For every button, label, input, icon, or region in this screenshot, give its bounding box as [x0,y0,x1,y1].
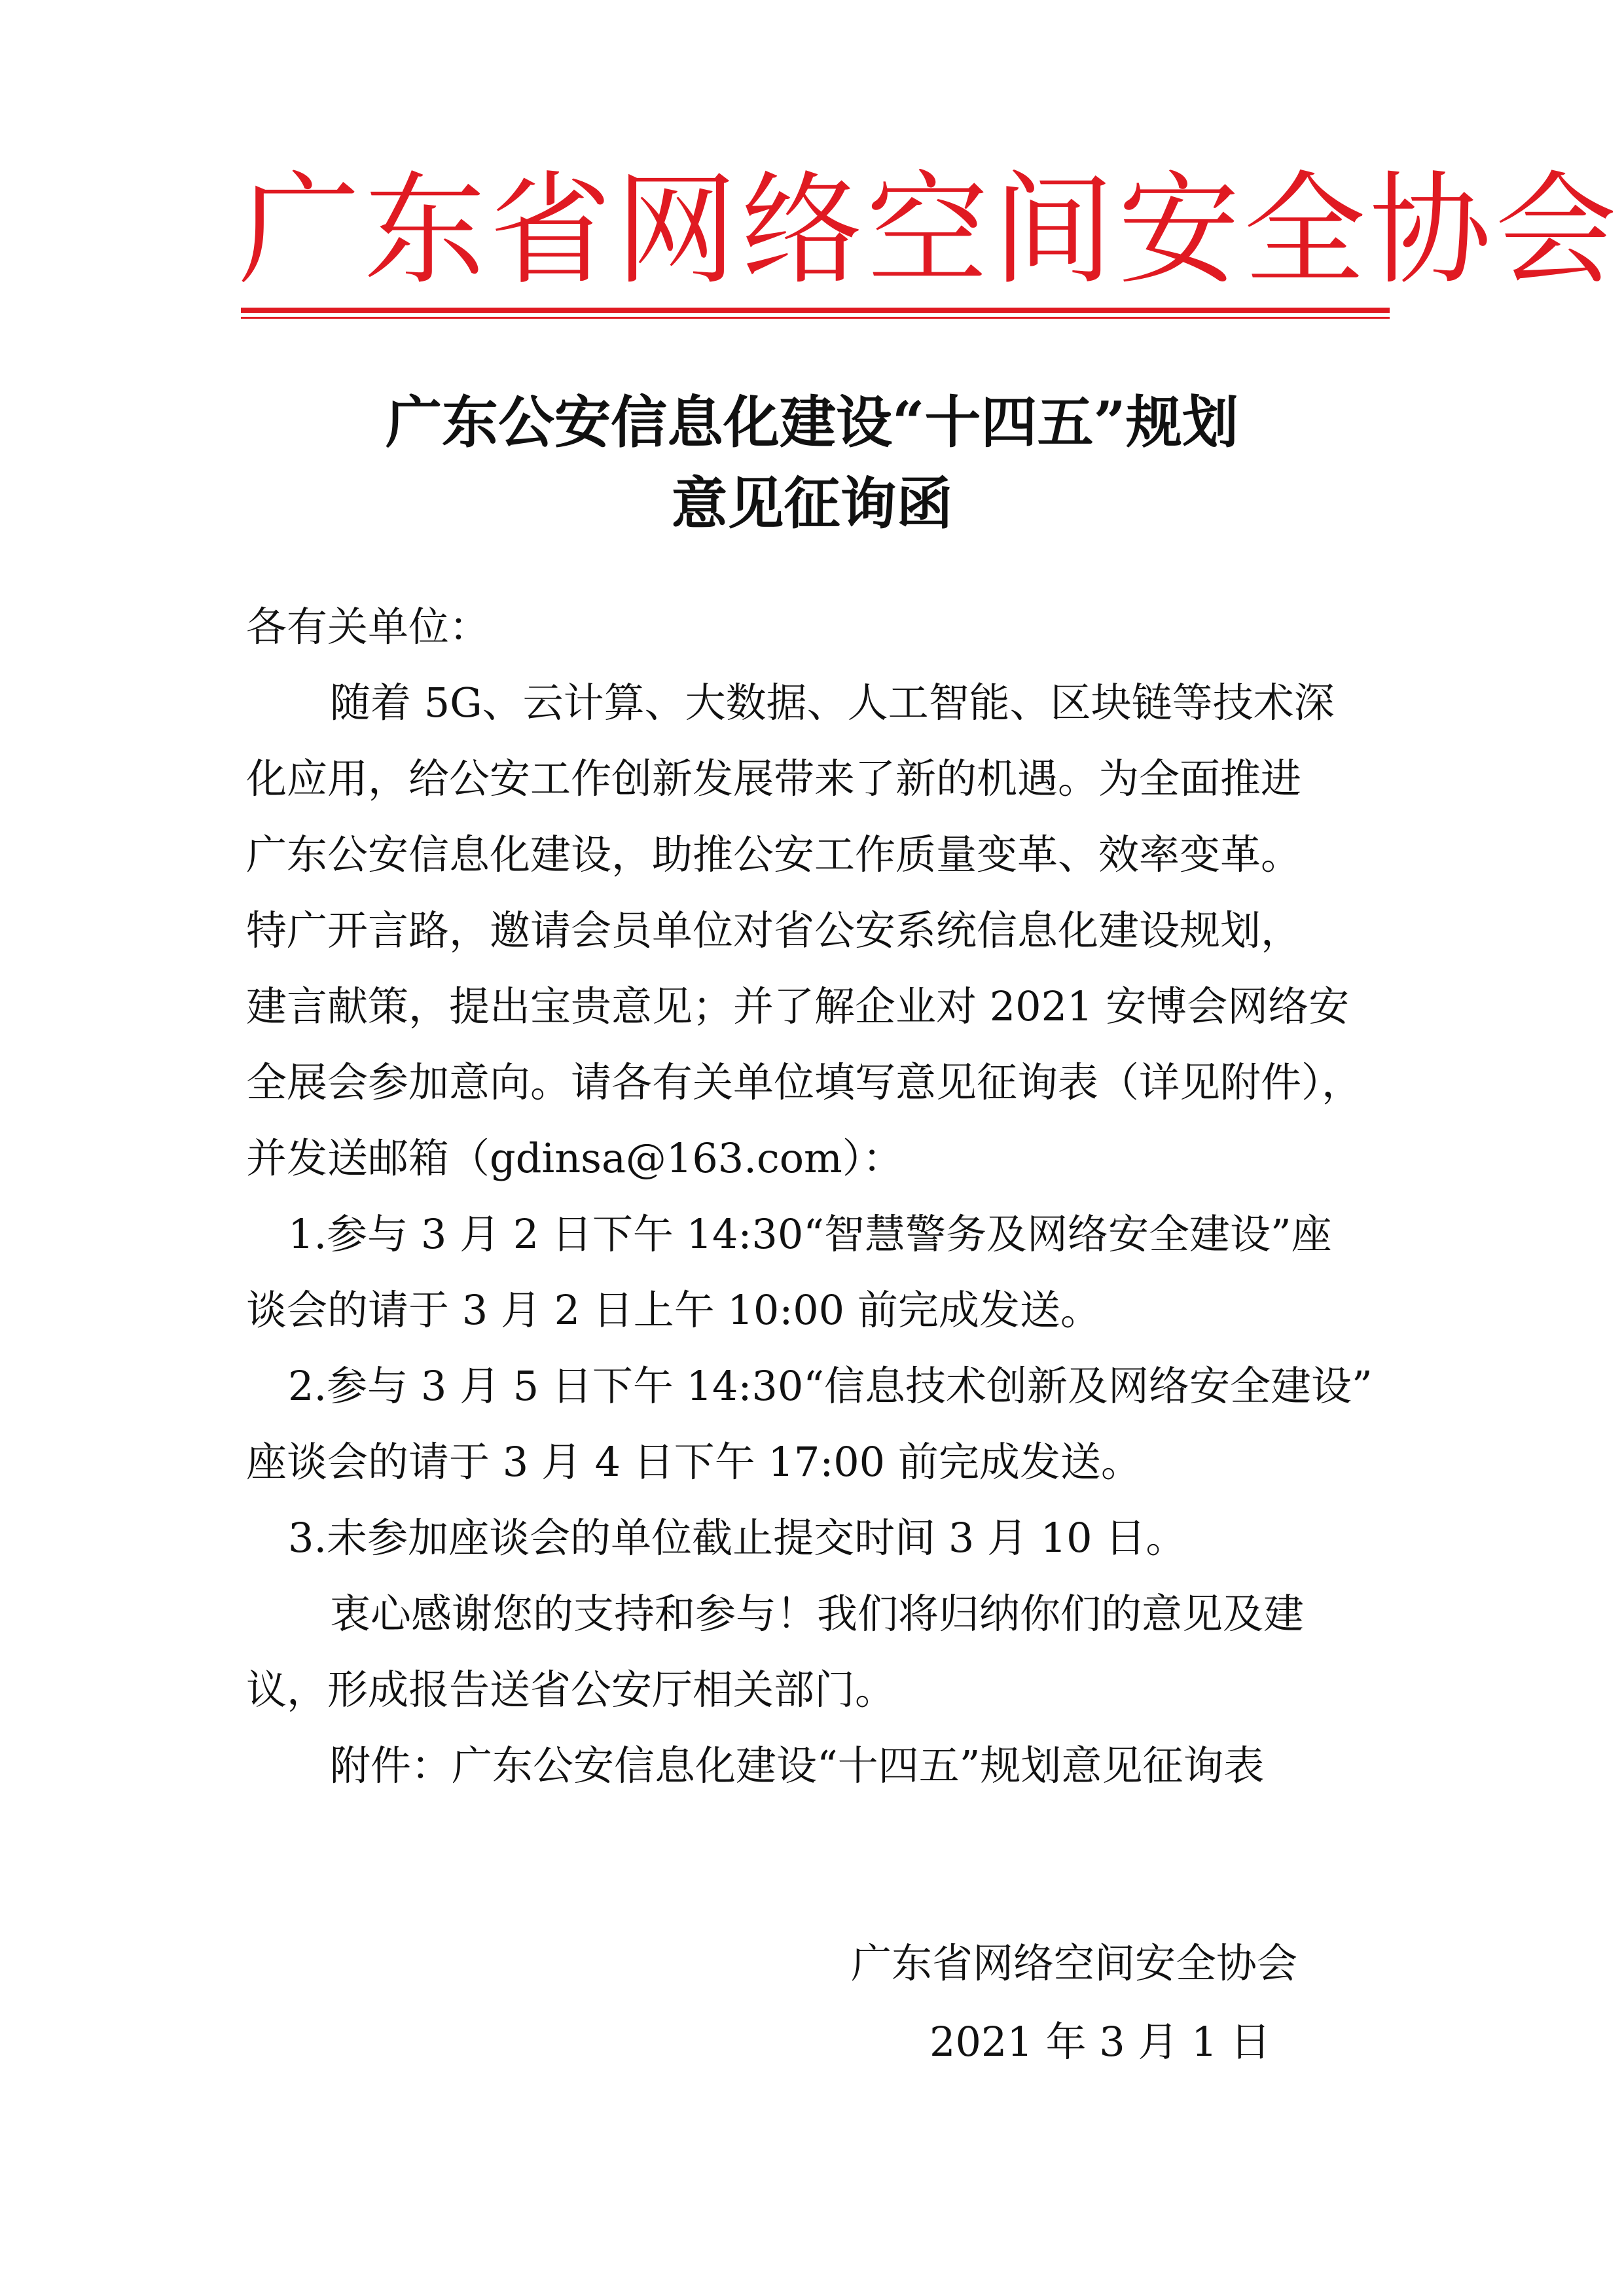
paragraph-line: 全展会参加意向。请各有关单位填写意见征询表（详见附件）， [246,1058,1363,1106]
paragraph-line: 随着 5G、云计算、大数据、人工智能、区块链等技术深 [330,679,1335,726]
paragraph-line: 特广开言路，邀请会员单位对省公安系统信息化建设规划， [246,906,1302,954]
document-title-line-1: 广东公安信息化建设“十四五”规划 [386,389,1238,456]
thanks-line: 衷心感谢您的支持和参与！我们将归纳你们的意见及建 [330,1590,1305,1638]
list-item-3: 3.未参加座谈会的单位截止提交时间 3 月 10 日。 [288,1514,1187,1562]
letterhead-rule-thin [241,317,1390,319]
paragraph-line: 建言献策，提出宝贵意见；并了解企业对 2021 安博会网络安 [246,982,1350,1030]
letterhead-rule-thick [241,308,1390,313]
letter-body [246,589,1398,1804]
salutation: 各有关单位： [246,603,490,651]
paragraph-line: 并发送邮箱（gdinsa@163.com）： [246,1134,903,1182]
letterhead-title: 广东省网络空间安全协会 [238,159,1621,301]
paragraph-line: 广东公安信息化建设，助推公安工作质量变革、效率变革。 [246,831,1302,878]
list-item-1-line: 1.参与 3 月 2 日下午 14:30“智慧警务及网络安全建设”座 [288,1210,1332,1258]
signature-date: 2021 年 3 月 1 日 [929,2018,1271,2066]
list-item-2-line: 座谈会的请于 3 月 4 日下午 17:00 前完成发送。 [246,1438,1142,1486]
list-item-2-line: 2.参与 3 月 5 日下午 14:30“信息技术创新及网络安全建设” [288,1362,1373,1410]
signature-org: 广东省网络空间安全协会 [851,1939,1298,1987]
thanks-line: 议，形成报告送省公安厅相关部门。 [246,1666,896,1713]
list-item-1-line: 谈会的请于 3 月 2 日上午 10:00 前完成发送。 [246,1286,1101,1334]
attachment-note: 附件：广东公安信息化建设“十四五”规划意见征询表 [330,1742,1265,1789]
document-title-line-2: 意见征询函 [671,471,953,537]
paragraph-line: 化应用，给公安工作创新发展带来了新的机遇。为全面推进 [246,755,1302,802]
